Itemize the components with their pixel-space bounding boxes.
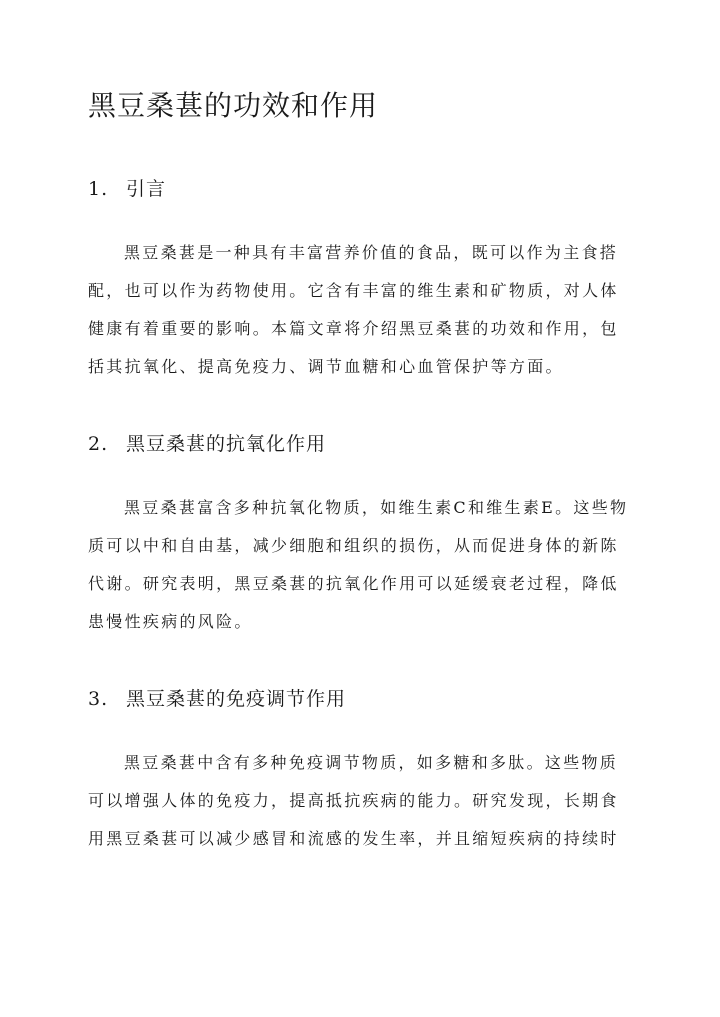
section-paragraph-immune	[88, 744, 636, 858]
section-number: 2.	[88, 433, 109, 455]
paragraph-line: 质可以中和自由基，减少细胞和组织的损伤，从而促进身体的新陈	[88, 536, 619, 555]
section-heading-intro	[88, 175, 648, 203]
paragraph-line: 代谢。研究表明，黑豆桑葚的抗氧化作用可以延缓衰老过程，降低	[88, 574, 619, 593]
section-heading-antioxidant	[88, 430, 648, 458]
paragraph-line: 患慢性疾病的风险。	[88, 612, 253, 631]
section-title: 引言	[126, 178, 167, 200]
paragraph-line: 黑豆桑葚是一种具有丰富营养价值的食品，既可以作为主食搭	[124, 243, 619, 262]
section-heading-immune	[88, 685, 648, 713]
paragraph-line: 黑豆桑葚富含多种抗氧化物质，如维生素C和维生素E。这些物	[124, 498, 629, 517]
section-title: 黑豆桑葚的免疫调节作用	[126, 688, 347, 710]
section-number: 3.	[88, 688, 109, 710]
paragraph-line: 括其抗氧化、提高免疫力、调节血糖和心血管保护等方面。	[88, 357, 564, 376]
paragraph-line: 健康有着重要的影响。本篇文章将介绍黑豆桑葚的功效和作用，包	[88, 319, 619, 338]
section-title: 黑豆桑葚的抗氧化作用	[126, 433, 327, 455]
paragraph-line: 黑豆桑葚中含有多种免疫调节物质，如多糖和多肽。这些物质	[124, 753, 619, 772]
section-paragraph-intro	[88, 234, 636, 386]
paragraph-line: 可以增强人体的免疫力，提高抵抗疾病的能力。研究发现，长期食	[88, 791, 619, 810]
document-title: 黑豆桑葚的功效和作用	[88, 89, 379, 122]
paragraph-line: 配，也可以作为药物使用。它含有丰富的维生素和矿物质，对人体	[88, 281, 619, 300]
section-number: 1.	[88, 178, 109, 200]
section-paragraph-antioxidant	[88, 489, 636, 641]
paragraph-line: 用黑豆桑葚可以减少感冒和流感的发生率，并且缩短疾病的持续时	[88, 829, 619, 848]
